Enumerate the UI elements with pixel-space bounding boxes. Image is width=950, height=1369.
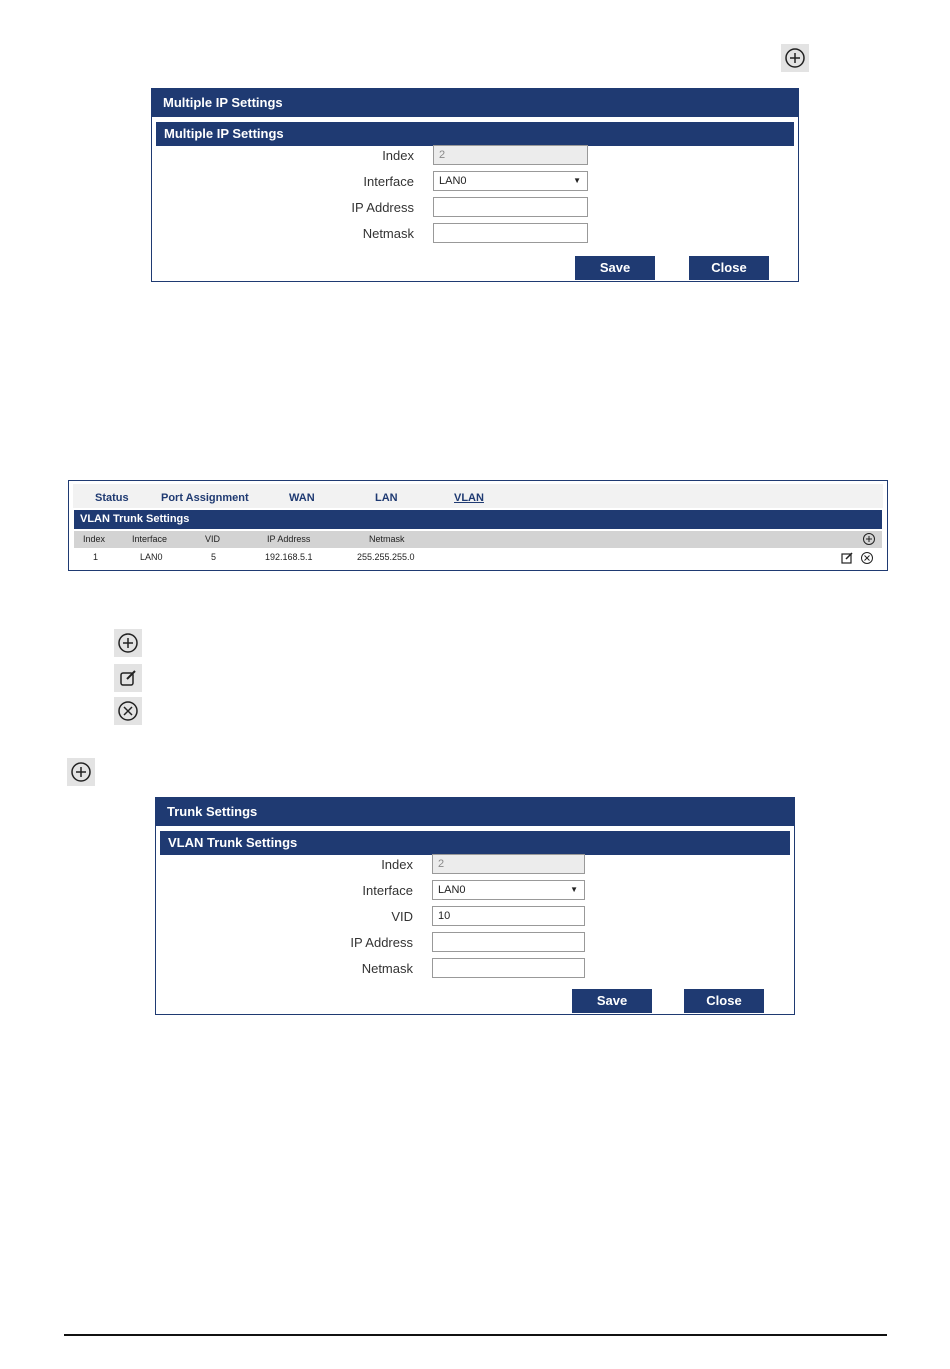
ip-address-input[interactable] <box>432 932 585 952</box>
tab-port-assignment[interactable]: Port Assignment <box>161 492 249 504</box>
section-header: Multiple IP Settings <box>156 120 794 146</box>
delete-circle-icon[interactable] <box>860 551 874 565</box>
close-button[interactable]: Close <box>684 989 764 1013</box>
tab-wan[interactable]: WAN <box>289 492 315 504</box>
index-label: Index <box>381 857 413 872</box>
delete-circle-icon <box>114 697 142 725</box>
interface-select[interactable] <box>433 171 588 191</box>
chevron-down-icon: ▼ <box>570 885 578 894</box>
cell-ip-address: 192.168.5.1 <box>265 552 313 562</box>
vlan-panel <box>68 480 888 571</box>
tab-bar <box>73 484 883 508</box>
edit-icon <box>114 664 142 692</box>
netmask-label: Netmask <box>362 226 414 241</box>
add-circle-icon <box>67 758 95 786</box>
trunk-settings-dialog <box>155 797 795 1015</box>
multiple-ip-dialog <box>151 88 799 282</box>
footer-divider <box>64 1334 887 1336</box>
interface-label: Interface <box>363 174 414 189</box>
column-index: Index <box>83 534 106 544</box>
dialog-title: Trunk Settings <box>156 798 794 826</box>
netmask-input[interactable] <box>433 223 588 243</box>
column-ip-address: IP Address <box>267 534 311 544</box>
cell-interface: LAN0 <box>140 552 163 562</box>
dialog-title: Multiple IP Settings <box>152 89 798 117</box>
ip-address-label: IP Address <box>351 200 414 215</box>
section-header: VLAN Trunk Settings <box>74 510 882 529</box>
ip-address-label: IP Address <box>350 935 413 950</box>
section-header: VLAN Trunk Settings <box>160 829 790 855</box>
interface-value: LAN0 <box>439 175 467 187</box>
tab-lan[interactable]: LAN <box>375 492 398 504</box>
netmask-label: Netmask <box>361 961 413 976</box>
interface-label: Interface <box>362 883 413 898</box>
cell-netmask: 255.255.255.0 <box>357 552 415 562</box>
edit-icon[interactable] <box>840 551 854 565</box>
save-button[interactable]: Save <box>575 256 655 280</box>
tab-status[interactable]: Status <box>95 492 129 504</box>
ip-address-input[interactable] <box>433 197 588 217</box>
netmask-input[interactable] <box>432 958 585 978</box>
table-row <box>74 549 882 568</box>
close-button[interactable]: Close <box>689 256 769 280</box>
interface-select[interactable] <box>432 880 585 900</box>
tab-vlan[interactable]: VLAN <box>454 492 484 504</box>
index-label: Index <box>382 148 414 163</box>
cell-vid: 5 <box>211 552 217 562</box>
index-field: 2 <box>432 854 585 874</box>
column-vid: VID <box>205 534 221 544</box>
column-netmask: Netmask <box>369 534 405 544</box>
cell-index: 1 <box>93 552 99 562</box>
column-interface: Interface <box>132 534 168 544</box>
chevron-down-icon: ▼ <box>573 176 581 185</box>
add-circle-icon <box>114 629 142 657</box>
table-header <box>74 531 882 548</box>
interface-value: LAN0 <box>438 884 466 896</box>
add-circle-icon[interactable] <box>862 532 876 546</box>
vid-label: VID <box>391 909 413 924</box>
save-button[interactable]: Save <box>572 989 652 1013</box>
add-circle-icon[interactable] <box>781 44 809 72</box>
vid-input[interactable]: 10 <box>432 906 585 926</box>
index-field: 2 <box>433 145 588 165</box>
